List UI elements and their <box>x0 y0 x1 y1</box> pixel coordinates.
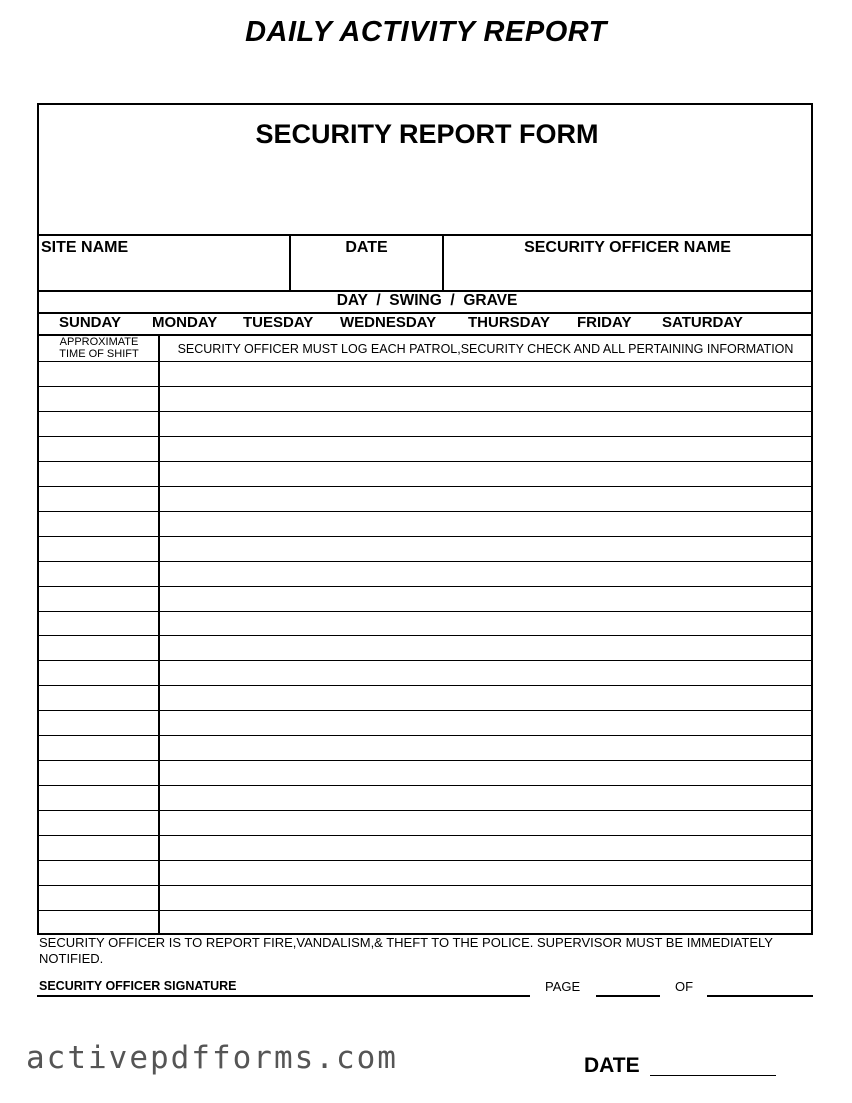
shift-options[interactable]: DAY / SWING / GRAVE <box>336 292 518 309</box>
signature-line[interactable] <box>37 995 530 997</box>
time-cell[interactable] <box>41 413 156 434</box>
time-header-line2: TIME OF SHIFT <box>59 348 139 360</box>
time-cell[interactable] <box>41 787 156 808</box>
time-cell[interactable] <box>41 488 156 509</box>
officer-name-label: SECURITY OFFICER NAME <box>524 239 731 256</box>
time-cell[interactable] <box>41 662 156 683</box>
log-entry-cell[interactable] <box>162 563 809 584</box>
table-row <box>39 810 811 811</box>
time-cell[interactable] <box>41 837 156 858</box>
time-cell[interactable] <box>41 513 156 534</box>
table-row <box>39 461 811 462</box>
table-row <box>39 885 811 886</box>
log-entry-cell[interactable] <box>162 538 809 559</box>
table-row <box>39 436 811 437</box>
time-cell[interactable] <box>41 812 156 833</box>
log-entry-cell[interactable] <box>162 637 809 658</box>
time-cell[interactable] <box>41 438 156 459</box>
time-cell[interactable] <box>41 463 156 484</box>
day-tuesday[interactable]: TUESDAY <box>243 314 314 331</box>
page-number-field[interactable] <box>596 995 660 997</box>
form-title: SECURITY REPORT FORM <box>255 119 599 149</box>
of-label: OF <box>675 979 694 994</box>
time-cell[interactable] <box>41 637 156 658</box>
log-entry-cell[interactable] <box>162 712 809 733</box>
log-entry-cell[interactable] <box>162 862 809 883</box>
time-column-header <box>39 336 159 360</box>
log-entry-cell[interactable] <box>162 812 809 833</box>
time-header-line1: APPROXIMATE <box>59 336 139 348</box>
bottom-date-label: DATE <box>584 1054 640 1077</box>
day-thursday[interactable]: THURSDAY <box>468 314 550 331</box>
table-row <box>39 561 811 562</box>
table-row <box>39 361 811 362</box>
day-sunday[interactable]: SUNDAY <box>59 314 121 331</box>
table-row <box>39 910 811 911</box>
time-cell[interactable] <box>41 687 156 708</box>
column-divider <box>158 334 160 933</box>
log-entry-cell[interactable] <box>162 837 809 858</box>
time-cell[interactable] <box>41 862 156 883</box>
page-label: PAGE <box>545 979 581 994</box>
log-entry-cell[interactable] <box>162 588 809 609</box>
date-label: DATE <box>345 239 388 256</box>
log-entry-cell[interactable] <box>162 737 809 758</box>
table-row <box>39 511 811 512</box>
day-wednesday[interactable]: WEDNESDAY <box>340 314 437 331</box>
page-title: DAILY ACTIVITY REPORT <box>245 16 607 48</box>
time-cell[interactable] <box>41 762 156 783</box>
table-row <box>39 486 811 487</box>
security-report-form <box>37 103 813 935</box>
page-total-field[interactable] <box>707 995 813 997</box>
site-name-field[interactable] <box>42 261 287 288</box>
table-row <box>39 611 811 612</box>
table-row <box>39 760 811 761</box>
days-of-week <box>39 314 811 334</box>
time-cell[interactable] <box>41 737 156 758</box>
bottom-date-field[interactable] <box>650 1075 776 1076</box>
table-row <box>39 411 811 412</box>
table-row <box>39 635 811 636</box>
site-name-label: SITE NAME <box>41 239 129 256</box>
time-cell[interactable] <box>41 887 156 908</box>
log-entry-cell[interactable] <box>162 887 809 908</box>
table-row <box>39 710 811 711</box>
log-entry-cell[interactable] <box>162 613 809 634</box>
time-cell[interactable] <box>41 363 156 384</box>
log-entry-cell[interactable] <box>162 413 809 434</box>
log-entry-cell[interactable] <box>162 513 809 534</box>
table-row <box>39 386 811 387</box>
time-cell[interactable] <box>41 588 156 609</box>
log-column-header: SECURITY OFFICER MUST LOG EACH PATROL,SECURITY CHECK AND ALL PERTAINING INFORMATION <box>177 342 794 356</box>
log-entry-cell[interactable] <box>162 438 809 459</box>
log-entry-cell[interactable] <box>162 463 809 484</box>
day-friday[interactable]: FRIDAY <box>577 314 632 331</box>
day-monday[interactable]: MONDAY <box>152 314 218 331</box>
divider <box>39 234 811 236</box>
log-entry-cell[interactable] <box>162 363 809 384</box>
log-entry-cell[interactable] <box>162 787 809 808</box>
officer-name-field[interactable] <box>446 261 809 288</box>
table-row <box>39 835 811 836</box>
time-cell[interactable] <box>41 538 156 559</box>
log-entry-cell[interactable] <box>162 762 809 783</box>
table-row <box>39 586 811 587</box>
time-cell[interactable] <box>41 563 156 584</box>
time-cell[interactable] <box>41 388 156 409</box>
log-entry-cell[interactable] <box>162 488 809 509</box>
time-cell[interactable] <box>41 712 156 733</box>
table-row <box>39 860 811 861</box>
footer-note: SECURITY OFFICER IS TO REPORT FIRE,VANDALISM,& THEFT TO THE POLICE. SUPERVISOR MUST BE IMMEDIATELY NOTIFIED. <box>39 935 773 966</box>
table-row <box>39 685 811 686</box>
day-saturday[interactable]: SATURDAY <box>662 314 743 331</box>
table-row <box>39 785 811 786</box>
signature-label: SECURITY OFFICER SIGNATURE <box>39 979 237 993</box>
table-row <box>39 735 811 736</box>
log-entry-cell[interactable] <box>162 687 809 708</box>
date-field[interactable] <box>293 261 440 288</box>
time-cell[interactable] <box>41 613 156 634</box>
watermark: activepdfforms.com <box>26 1040 398 1076</box>
table-row <box>39 536 811 537</box>
log-entry-cell[interactable] <box>162 388 809 409</box>
table-row <box>39 660 811 661</box>
log-entry-cell[interactable] <box>162 662 809 683</box>
